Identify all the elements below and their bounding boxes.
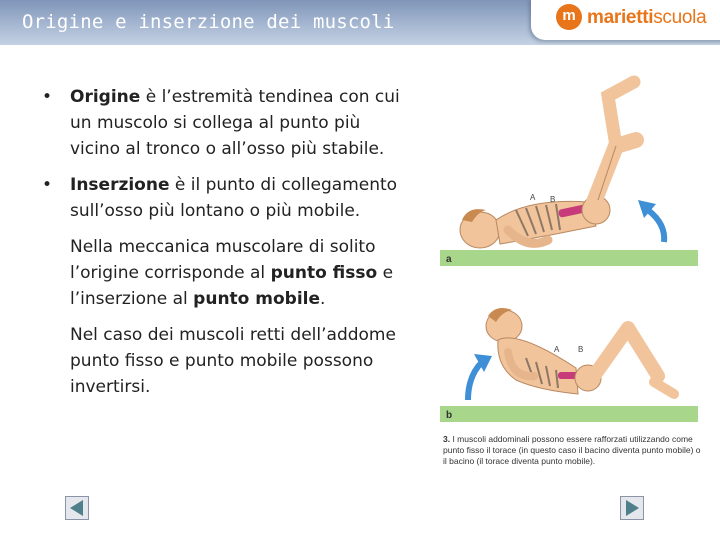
marker-a-top: A [530,193,536,202]
previous-slide-button[interactable] [65,496,89,520]
triangle-right-icon [621,497,643,519]
panel-b-label: b [446,410,453,421]
caption-text: I muscoli addominali possono essere rafforzati utilizzando come punto fisso il torace (in questo caso il bacino diventa punto mobile) o il bacino (il torace diventa punto mobile). [443,434,701,466]
header-bar [0,0,720,45]
panel-a [440,82,698,266]
panel-a-label: a [446,254,452,265]
marker-b-bottom: B [578,345,584,354]
panel-b [440,308,698,422]
figure-caption [443,434,705,467]
page-title: Origine e inserzione dei muscoli [22,11,395,33]
bullet-origine [42,84,402,162]
caption-number: 3. [443,434,451,444]
definition-inserzione: è il punto di collegamento sull’osso più lontano o più mobile. [70,175,398,221]
bullet-marker: • [42,87,53,107]
next-slide-button[interactable] [620,496,644,520]
term-inserzione: Inserzione [70,175,170,195]
paragraph-retti: Nel caso dei muscoli retti dell’addome punto fisso e punto mobile possono invertirsi. [70,325,396,397]
triangle-left-icon [66,497,88,519]
logo-text: mariettiscuola [587,7,707,28]
marker-b-top: B [550,195,556,204]
definition-origine: è l’estremità tendinea con cui un muscolo si collega al punto più vicino al tronco o all’osso più stabile. [70,87,400,159]
bullet-marker: • [42,175,53,195]
term-origine: Origine [70,87,141,107]
publisher-logo [531,0,720,40]
slide-body [42,84,402,410]
logo-mark-icon: m [556,4,582,30]
bullet-inserzione [42,172,402,224]
paragraph-mechanics: Nella meccanica muscolare di solito l’origine corrisponde al punto fisso e l’inserzione al punto mobile. [70,237,394,309]
marker-a-bottom: A [554,345,560,354]
term-punto-mobile: punto mobile [193,289,321,309]
term-punto-fisso: punto fisso [270,263,378,283]
abdominal-exercise-illustration [438,60,700,480]
